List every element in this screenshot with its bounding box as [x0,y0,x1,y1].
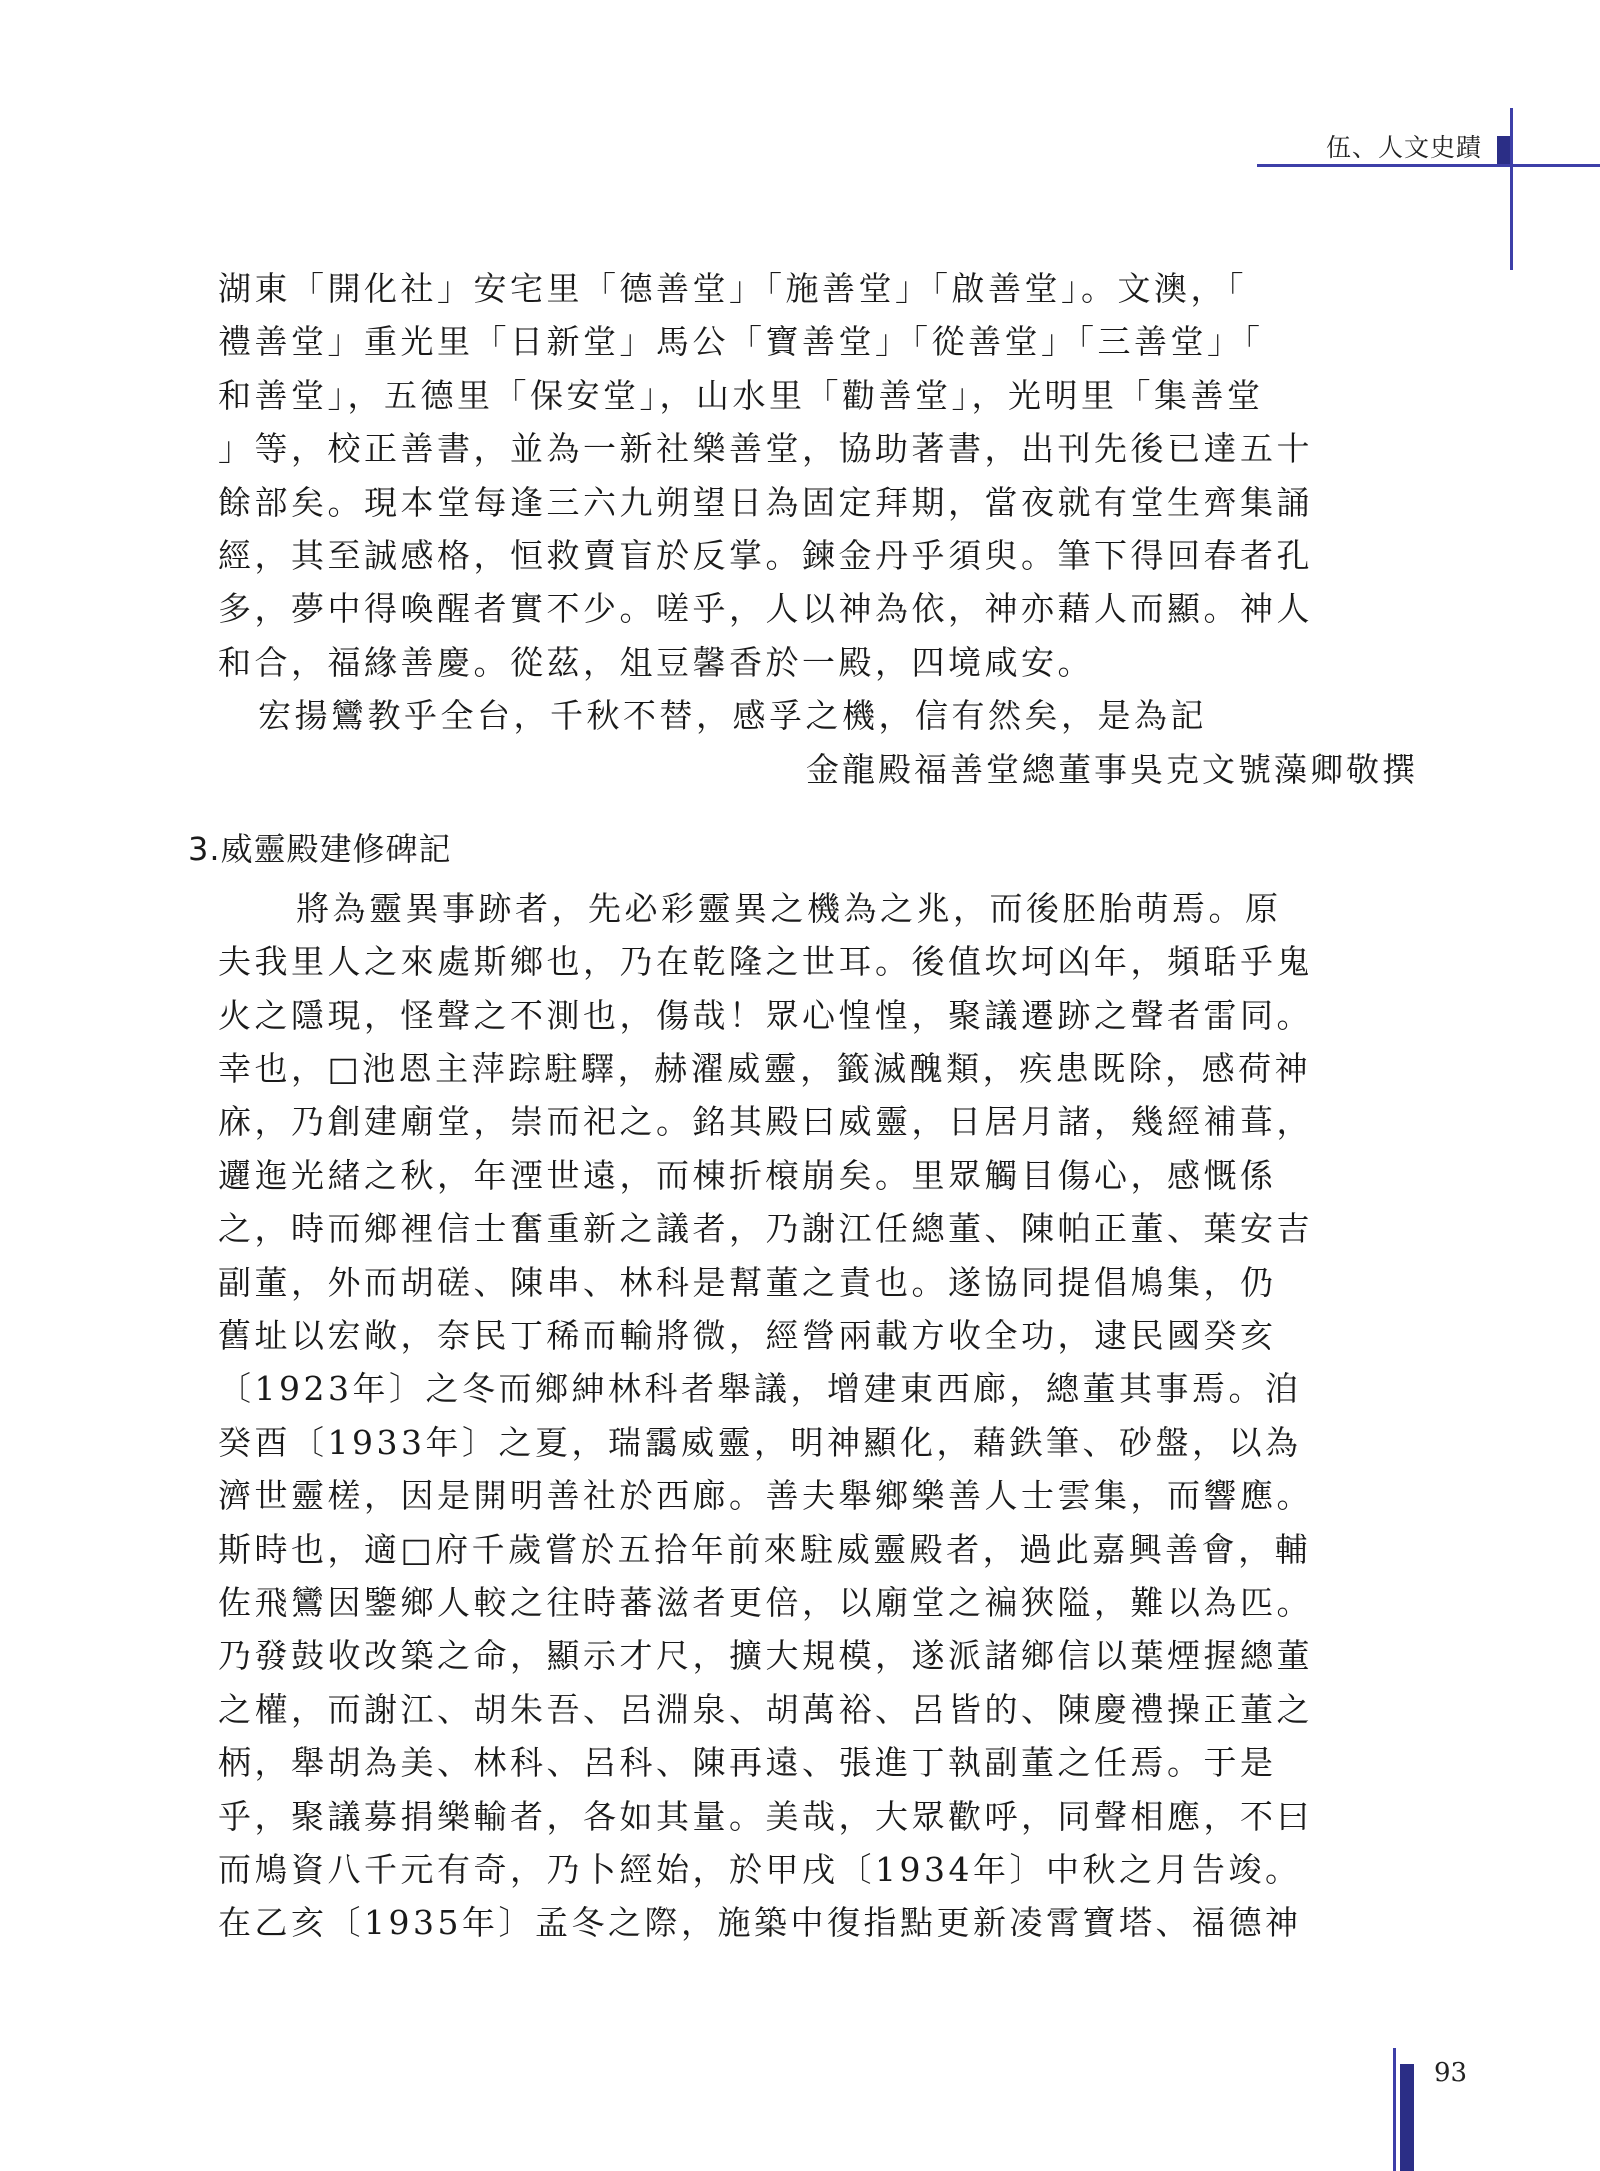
text-line: 〔1923年〕之冬而鄉紳林科者舉議，增建東西廊，總董其事焉。洎 [218,1369,1302,1409]
text-line: 」等，校正善書，並為一新社樂善堂，協助著書，出刊先後已達五十 [218,429,1313,469]
text-line: 和合，福緣善慶。從茲，俎豆馨香於一殿，四境咸安。 [218,642,1094,682]
section-heading: 3.威靈殿建修碑記 [188,829,452,868]
text-line: 乃發鼓收改築之命，顯示才尺，擴大規模，遂派諸鄉信以葉煙握總董 [218,1636,1313,1676]
text-line: 多，夢中得喚醒者實不少。嗟乎，人以神為依，神亦藉人而顯。神人 [218,589,1313,629]
footer-accent-bar [1400,2064,1414,2171]
author-signature: 金龍殿福善堂總董事吳克文號藻卿敬撰 [806,749,1418,789]
header-vertical-rule [1510,108,1513,270]
page-body [188,262,1418,1950]
text-line: 乎，聚議募捐樂輸者，各如其量。美哉，大眾歡呼，同聲相應，不曰 [218,1796,1313,1836]
paragraph-1 [218,262,1418,689]
section-3-body [218,882,1418,1950]
text-line: 邐迤光緒之秋，年湮世遠，而棟折榱崩矣。里眾觸目傷心，感慨係 [218,1155,1277,1195]
text-line: 之，時而鄉裡信士奮重新之議者，乃謝江任總董、陳帕正董、葉安吉 [218,1209,1313,1249]
text-line: 湖東「開化社」安宅里「德善堂」「施善堂」「啟善堂」。文澳，「 [218,269,1247,308]
paragraph-2: 宏揚鸞教乎全台，千秋不替，感孚之機，信有然矣，是為記 [258,696,1207,736]
text-line: 副董，外而胡磋、陳串、林科是幫董之責也。遂協同提倡鳩集，仍 [218,1262,1277,1302]
page-number: 93 [1434,2058,1468,2088]
text-line: 柄，舉胡為美、林科、呂科、陳再遠、張進丁執副董之任焉。于是 [218,1743,1277,1783]
text-line: 之權，而謝江、胡朱吾、呂淵泉、胡萬裕、呂皆的、陳慶禮操正董之 [218,1689,1313,1729]
chapter-title: 伍、人文史蹟 [1325,133,1482,162]
header-rule [1257,164,1600,167]
text-line: 庥，乃創建廟堂，崇而祀之。銘其殿曰威靈，日居月諸，幾經補葺， [218,1102,1313,1142]
text-line: 濟世靈槎，因是開明善社於西廊。善夫舉鄉樂善人士雲集，而響應。 [218,1476,1313,1516]
text-line: 經，其至誠感格，恒救賣盲於反掌。鍊金丹乎須臾。筆下得回春者孔 [218,535,1313,575]
text-line: 而鳩資八千元有奇，乃卜經始，於甲戌〔1934年〕中秋之月告竣。 [218,1849,1302,1889]
text-line: 佐飛鸞因鑒鄉人較之往時蕃滋者更倍，以廟堂之褊狹隘，難以為匹。 [218,1582,1313,1622]
text-line: 將為靈異事跡者，先必彩靈異之機為之兆，而後胚胎萌焉。原 [296,888,1282,928]
footer-vertical-rule [1393,2048,1396,2171]
text-line: 夫我里人之來處斯鄉也，乃在乾隆之世耳。後值坎坷凶年，頻聒乎鬼 [218,942,1313,982]
text-line: 癸酉〔1933年〕之夏，瑞靄威靈，明神顯化，藉鉄筆、砂盤，以為 [218,1422,1302,1462]
text-line: 禮善堂」重光里「日新堂」馬公「寶善堂」「從善堂」「三善堂」「 [218,322,1264,362]
text-line: 和善堂」，五德里「保安堂」，山水里「勸善堂」，光明里「集善堂 [218,375,1264,415]
text-line: 舊址以宏敞，奈民丁稀而輸將微，經營兩載方收全功，逮民國癸亥 [218,1316,1277,1356]
text-line: 在乙亥〔1935年〕孟冬之際，施築中復指點更新凌霄寶塔、福德神 [218,1903,1302,1943]
text-line: 餘部矣。現本堂每逢三六九朔望日為固定拜期，當夜就有堂生齊集誦 [218,482,1313,522]
text-line: 幸也，□池恩主萍踪駐驛，赫濯威靈，籤滅醜類，疾患既除，感荷神 [218,1049,1312,1089]
text-line: 火之隱現，怪聲之不測也，傷哉！眾心惶惶，聚議遷跡之聲者雷同。 [218,995,1313,1035]
text-line: 斯時也，適□府千歲嘗於五拾年前來駐威靈殿者，過此嘉興善會，輔 [218,1529,1312,1569]
